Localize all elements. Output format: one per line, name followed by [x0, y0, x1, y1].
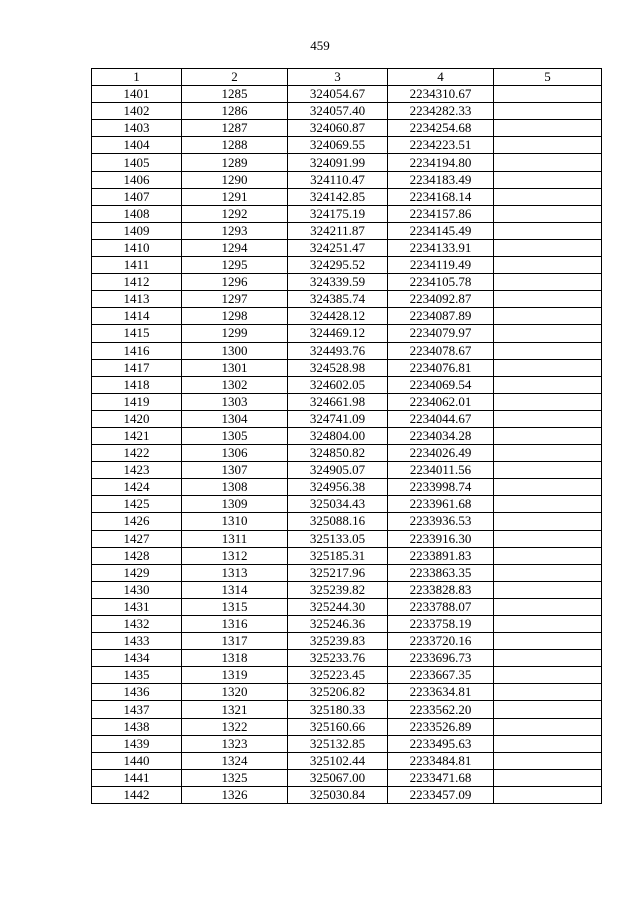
table-cell-col-4: 2233916.30	[388, 530, 494, 547]
table-cell-col-4: 2233863.35	[388, 564, 494, 581]
table-cell-col-1: 1402	[92, 103, 182, 120]
table-cell-col-1: 1433	[92, 633, 182, 650]
table-row	[92, 376, 602, 393]
table-cell-col-3: 325246.36	[288, 616, 388, 633]
table-cell-col-1: 1434	[92, 650, 182, 667]
table-row	[92, 684, 602, 701]
table-row	[92, 205, 602, 222]
table-cell-col-2: 1296	[182, 274, 288, 291]
table-cell-col-1: 1408	[92, 205, 182, 222]
table-cell-col-5	[494, 616, 602, 633]
table-cell-col-3: 325160.66	[288, 718, 388, 735]
table-cell-col-3: 325102.44	[288, 752, 388, 769]
table-cell-col-3: 325239.83	[288, 633, 388, 650]
table-cell-col-4: 2234078.67	[388, 342, 494, 359]
table-cell-col-2: 1301	[182, 359, 288, 376]
table-row	[92, 479, 602, 496]
table-cell-col-4: 2233696.73	[388, 650, 494, 667]
table-cell-col-3: 324175.19	[288, 205, 388, 222]
table-cell-col-3: 325217.96	[288, 564, 388, 581]
table-cell-col-1: 1421	[92, 427, 182, 444]
table-cell-col-2: 1291	[182, 188, 288, 205]
table-cell-col-2: 1324	[182, 752, 288, 769]
table-row	[92, 462, 602, 479]
table-cell-col-3: 325180.33	[288, 701, 388, 718]
table-cell-col-2: 1295	[182, 257, 288, 274]
table-cell-col-5	[494, 496, 602, 513]
table-cell-col-2: 1290	[182, 171, 288, 188]
table-cell-col-2: 1321	[182, 701, 288, 718]
table-cell-col-3: 324528.98	[288, 359, 388, 376]
table-cell-col-1: 1414	[92, 308, 182, 325]
table-body	[92, 86, 602, 804]
table-cell-col-1: 1425	[92, 496, 182, 513]
table-row	[92, 616, 602, 633]
table-cell-col-5	[494, 752, 602, 769]
table-cell-col-3: 324054.67	[288, 86, 388, 103]
table-cell-col-2: 1317	[182, 633, 288, 650]
table-cell-col-3: 324493.76	[288, 342, 388, 359]
table-row	[92, 667, 602, 684]
header-cell-2: 2	[182, 69, 288, 86]
table-cell-col-5	[494, 735, 602, 752]
header-cell-5: 5	[494, 69, 602, 86]
table-row	[92, 547, 602, 564]
table-cell-col-3: 325067.00	[288, 769, 388, 786]
table-cell-col-4: 2234069.54	[388, 376, 494, 393]
table-row	[92, 513, 602, 530]
table-cell-col-3: 325030.84	[288, 786, 388, 803]
table-cell-col-2: 1326	[182, 786, 288, 803]
table-cell-col-3: 324385.74	[288, 291, 388, 308]
table-cell-col-5	[494, 222, 602, 239]
table-cell-col-3: 324956.38	[288, 479, 388, 496]
table-cell-col-4: 2234145.49	[388, 222, 494, 239]
table-cell-col-5	[494, 376, 602, 393]
table-cell-col-3: 324091.99	[288, 154, 388, 171]
table-row	[92, 86, 602, 103]
table-cell-col-2: 1292	[182, 205, 288, 222]
table-cell-col-4: 2233998.74	[388, 479, 494, 496]
table-cell-col-1: 1405	[92, 154, 182, 171]
table-cell-col-5	[494, 154, 602, 171]
table-cell-col-2: 1285	[182, 86, 288, 103]
table-cell-col-4: 2233471.68	[388, 769, 494, 786]
table-cell-col-2: 1286	[182, 103, 288, 120]
table-cell-col-4: 2234133.91	[388, 239, 494, 256]
table-cell-col-2: 1298	[182, 308, 288, 325]
table-cell-col-1: 1439	[92, 735, 182, 752]
table-cell-col-2: 1306	[182, 445, 288, 462]
table-cell-col-1: 1429	[92, 564, 182, 581]
table-cell-col-5	[494, 513, 602, 530]
table-cell-col-4: 2234119.49	[388, 257, 494, 274]
table-cell-col-3: 324211.87	[288, 222, 388, 239]
table-cell-col-5	[494, 598, 602, 615]
table-cell-col-5	[494, 257, 602, 274]
table-cell-col-4: 2234062.01	[388, 393, 494, 410]
table-row	[92, 359, 602, 376]
table-cell-col-5	[494, 205, 602, 222]
table-row	[92, 308, 602, 325]
table-row	[92, 291, 602, 308]
table-cell-col-3: 324602.05	[288, 376, 388, 393]
table-cell-col-5	[494, 188, 602, 205]
table-cell-col-4: 2234157.86	[388, 205, 494, 222]
table-cell-col-4: 2233891.83	[388, 547, 494, 564]
table-cell-col-1: 1406	[92, 171, 182, 188]
table-cell-col-1: 1415	[92, 325, 182, 342]
table-cell-col-2: 1304	[182, 410, 288, 427]
table-cell-col-3: 324110.47	[288, 171, 388, 188]
table-cell-col-5	[494, 120, 602, 137]
table-cell-col-3: 324804.00	[288, 427, 388, 444]
table-cell-col-1: 1403	[92, 120, 182, 137]
table-row	[92, 427, 602, 444]
table-cell-col-2: 1313	[182, 564, 288, 581]
table-cell-col-2: 1302	[182, 376, 288, 393]
coordinates-table	[91, 68, 602, 804]
table-row	[92, 564, 602, 581]
table-row	[92, 120, 602, 137]
table-cell-col-4: 2234079.97	[388, 325, 494, 342]
table-cell-col-2: 1323	[182, 735, 288, 752]
table-cell-col-1: 1416	[92, 342, 182, 359]
table-cell-col-5	[494, 530, 602, 547]
table-cell-col-3: 325244.30	[288, 598, 388, 615]
table-cell-col-4: 2234011.56	[388, 462, 494, 479]
table-cell-col-3: 324850.82	[288, 445, 388, 462]
page-number: 459	[310, 38, 330, 53]
table-cell-col-5	[494, 103, 602, 120]
table-cell-col-4: 2233720.16	[388, 633, 494, 650]
table-cell-col-2: 1305	[182, 427, 288, 444]
table-cell-col-4: 2234310.67	[388, 86, 494, 103]
table-cell-col-3: 324428.12	[288, 308, 388, 325]
table-row	[92, 257, 602, 274]
table-cell-col-4: 2234223.51	[388, 137, 494, 154]
table-cell-col-5	[494, 701, 602, 718]
table-cell-col-2: 1325	[182, 769, 288, 786]
table-cell-col-4: 2234282.33	[388, 103, 494, 120]
table-cell-col-1: 1431	[92, 598, 182, 615]
table-cell-col-1: 1430	[92, 581, 182, 598]
table-row	[92, 633, 602, 650]
table-row	[92, 154, 602, 171]
table-cell-col-3: 325088.16	[288, 513, 388, 530]
table-cell-col-3: 324339.59	[288, 274, 388, 291]
table-row	[92, 239, 602, 256]
table-cell-col-2: 1303	[182, 393, 288, 410]
table-cell-col-2: 1297	[182, 291, 288, 308]
table-cell-col-4: 2234168.14	[388, 188, 494, 205]
table-header-row	[92, 69, 602, 86]
table-cell-col-2: 1310	[182, 513, 288, 530]
table-cell-col-5	[494, 633, 602, 650]
table-cell-col-5	[494, 86, 602, 103]
table-cell-col-4: 2233495.63	[388, 735, 494, 752]
table-cell-col-1: 1427	[92, 530, 182, 547]
table-cell-col-1: 1435	[92, 667, 182, 684]
table-cell-col-5	[494, 410, 602, 427]
table-row	[92, 598, 602, 615]
table-cell-col-3: 325223.45	[288, 667, 388, 684]
table-row	[92, 581, 602, 598]
table-cell-col-5	[494, 564, 602, 581]
table-cell-col-3: 325133.05	[288, 530, 388, 547]
table-row	[92, 496, 602, 513]
table-cell-col-4: 2234087.89	[388, 308, 494, 325]
table-cell-col-5	[494, 684, 602, 701]
table-cell-col-4: 2233961.68	[388, 496, 494, 513]
table-cell-col-4: 2233457.09	[388, 786, 494, 803]
table-cell-col-1: 1413	[92, 291, 182, 308]
table-cell-col-2: 1318	[182, 650, 288, 667]
table-cell-col-1: 1410	[92, 239, 182, 256]
table-cell-col-1: 1432	[92, 616, 182, 633]
table-cell-col-1: 1407	[92, 188, 182, 205]
table-row	[92, 410, 602, 427]
table-cell-col-2: 1288	[182, 137, 288, 154]
table-cell-col-5	[494, 462, 602, 479]
table-cell-col-4: 2233562.20	[388, 701, 494, 718]
table-cell-col-4: 2234044.67	[388, 410, 494, 427]
table-row	[92, 752, 602, 769]
header-cell-3: 3	[288, 69, 388, 86]
table-cell-col-1: 1424	[92, 479, 182, 496]
table-cell-col-1: 1440	[92, 752, 182, 769]
table-cell-col-2: 1315	[182, 598, 288, 615]
table-cell-col-4: 2234034.28	[388, 427, 494, 444]
table-cell-col-1: 1417	[92, 359, 182, 376]
table-cell-col-2: 1299	[182, 325, 288, 342]
table-cell-col-1: 1401	[92, 86, 182, 103]
table-cell-col-5	[494, 445, 602, 462]
table-cell-col-2: 1311	[182, 530, 288, 547]
table-cell-col-1: 1426	[92, 513, 182, 530]
table-cell-col-5	[494, 786, 602, 803]
table-row	[92, 188, 602, 205]
table-cell-col-5	[494, 769, 602, 786]
table-cell-col-3: 324741.09	[288, 410, 388, 427]
table-cell-col-5	[494, 650, 602, 667]
table-row	[92, 735, 602, 752]
table-cell-col-5	[494, 359, 602, 376]
table-cell-col-1: 1418	[92, 376, 182, 393]
table-cell-col-5	[494, 325, 602, 342]
table-cell-col-3: 325185.31	[288, 547, 388, 564]
table-cell-col-1: 1428	[92, 547, 182, 564]
table-cell-col-1: 1419	[92, 393, 182, 410]
table-cell-col-2: 1287	[182, 120, 288, 137]
table-cell-col-5	[494, 718, 602, 735]
table-cell-col-3: 324057.40	[288, 103, 388, 120]
table-cell-col-1: 1411	[92, 257, 182, 274]
table-cell-col-2: 1316	[182, 616, 288, 633]
table-cell-col-4: 2233634.81	[388, 684, 494, 701]
table-row	[92, 325, 602, 342]
table-cell-col-3: 324905.07	[288, 462, 388, 479]
table-cell-col-5	[494, 393, 602, 410]
table-cell-col-2: 1312	[182, 547, 288, 564]
table-cell-col-4: 2233936.53	[388, 513, 494, 530]
table-cell-col-1: 1441	[92, 769, 182, 786]
table-row	[92, 137, 602, 154]
table-cell-col-3: 324060.87	[288, 120, 388, 137]
table-cell-col-5	[494, 171, 602, 188]
table-cell-col-2: 1294	[182, 239, 288, 256]
table-row	[92, 342, 602, 359]
table-cell-col-4: 2234092.87	[388, 291, 494, 308]
table-cell-col-3: 325239.82	[288, 581, 388, 598]
table-row	[92, 650, 602, 667]
table-cell-col-4: 2234194.80	[388, 154, 494, 171]
table-cell-col-4: 2233484.81	[388, 752, 494, 769]
table-row	[92, 171, 602, 188]
table-row	[92, 530, 602, 547]
table-cell-col-5	[494, 479, 602, 496]
table-cell-col-1: 1420	[92, 410, 182, 427]
table-row	[92, 445, 602, 462]
table-cell-col-2: 1322	[182, 718, 288, 735]
table-cell-col-2: 1309	[182, 496, 288, 513]
table-cell-col-4: 2234105.78	[388, 274, 494, 291]
table-cell-col-1: 1436	[92, 684, 182, 701]
table-cell-col-5	[494, 291, 602, 308]
table-cell-col-5	[494, 342, 602, 359]
table-cell-col-3: 325034.43	[288, 496, 388, 513]
table-cell-col-5	[494, 427, 602, 444]
table-row	[92, 103, 602, 120]
table-cell-col-2: 1300	[182, 342, 288, 359]
table-row	[92, 701, 602, 718]
table-cell-col-1: 1422	[92, 445, 182, 462]
table-cell-col-3: 324251.47	[288, 239, 388, 256]
table-cell-col-4: 2233828.83	[388, 581, 494, 598]
table-cell-col-3: 325206.82	[288, 684, 388, 701]
table-cell-col-5	[494, 137, 602, 154]
table-cell-col-1: 1437	[92, 701, 182, 718]
table-cell-col-5	[494, 239, 602, 256]
table-cell-col-2: 1307	[182, 462, 288, 479]
table-cell-col-3: 325233.76	[288, 650, 388, 667]
table-cell-col-1: 1409	[92, 222, 182, 239]
table-row	[92, 769, 602, 786]
table-row	[92, 222, 602, 239]
table-cell-col-2: 1308	[182, 479, 288, 496]
table-row	[92, 718, 602, 735]
table-cell-col-4: 2233667.35	[388, 667, 494, 684]
table-row	[92, 393, 602, 410]
header-cell-4: 4	[388, 69, 494, 86]
table-cell-col-1: 1438	[92, 718, 182, 735]
table-cell-col-5	[494, 274, 602, 291]
table-cell-col-3: 324142.85	[288, 188, 388, 205]
table-cell-col-2: 1289	[182, 154, 288, 171]
table-row	[92, 786, 602, 803]
table-cell-col-5	[494, 308, 602, 325]
table-cell-col-4: 2233758.19	[388, 616, 494, 633]
table-cell-col-1: 1423	[92, 462, 182, 479]
table-cell-col-4: 2233788.07	[388, 598, 494, 615]
table-cell-col-5	[494, 581, 602, 598]
table-cell-col-4: 2233526.89	[388, 718, 494, 735]
table-cell-col-5	[494, 547, 602, 564]
table-cell-col-2: 1319	[182, 667, 288, 684]
table-cell-col-3: 325132.85	[288, 735, 388, 752]
table-cell-col-1: 1404	[92, 137, 182, 154]
table-cell-col-4: 2234026.49	[388, 445, 494, 462]
header-cell-1: 1	[92, 69, 182, 86]
table-cell-col-3: 324069.55	[288, 137, 388, 154]
table-cell-col-2: 1320	[182, 684, 288, 701]
table-cell-col-5	[494, 667, 602, 684]
table-cell-col-2: 1314	[182, 581, 288, 598]
table-cell-col-3: 324469.12	[288, 325, 388, 342]
table-cell-col-1: 1442	[92, 786, 182, 803]
table-row	[92, 274, 602, 291]
table-cell-col-3: 324661.98	[288, 393, 388, 410]
table-cell-col-1: 1412	[92, 274, 182, 291]
table-cell-col-2: 1293	[182, 222, 288, 239]
table-cell-col-3: 324295.52	[288, 257, 388, 274]
table-cell-col-4: 2234183.49	[388, 171, 494, 188]
table-cell-col-4: 2234254.68	[388, 120, 494, 137]
table-cell-col-4: 2234076.81	[388, 359, 494, 376]
